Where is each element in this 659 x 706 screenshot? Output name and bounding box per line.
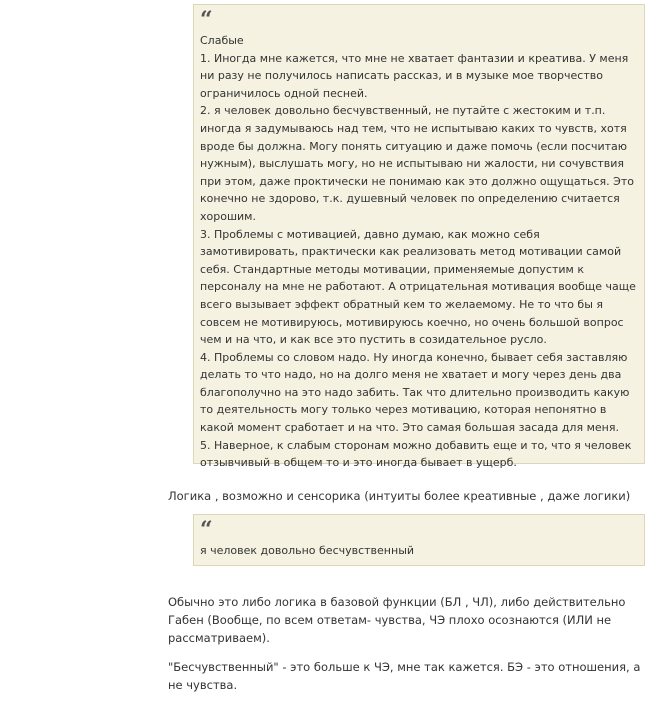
- reply-paragraph-2: "Бесчувственный" - это больше к ЧЭ, мне так кажется. БЭ - это отношения, а не чувства.: [168, 660, 641, 692]
- quote-paragraph-3: 3. Проблемы с мотивацией, давно думаю, как можно себя замотивировать, практически как реализовать метод мотивации самой себя. Стандартные методы мотивации, применяемые допустим к персоналу на мне не работают. А отрицательная мотивация вообще чаще всего вызывает эффект обратный кем то желаемому. Не то что бы я совсем не мотивируюсь, мотивируюсь коечно, но очень большой вопрос чем и на что, и как все это пустить в созидательное русло.: [200, 227, 636, 347]
- quote-title: Слабые: [200, 34, 244, 47]
- quote-text: я человек довольно бесчувственный: [200, 544, 415, 557]
- quote-paragraph-5: 5. Наверное, к слабым сторонам можно добавить еще и то, что я человек отзывчивый в общем то и это иногда бывает в ущерб.: [200, 438, 632, 470]
- quote-icon: “: [200, 7, 213, 33]
- quote-block-weaknesses: [193, 4, 645, 470]
- reply-paragraph-1: Обычно это либо логика в базовой функции (БЛ , ЧЛ), либо действительно Габен (Вообще, по всем ответам- чувства, ЧЭ плохо осознаются (ИЛИ не рассматриваем).: [168, 594, 626, 645]
- quote-paragraph-4: 4. Проблемы со словом надо. Ну иногда конечно, бывает себя заставляю делать то что надо, но на долго меня не хватает и могу через день два благополучно на это надо забить. Так что длительно производить какую то деятельность могу только через мотивацию, которая непонятно в какой момент сработает и на что. Это самая большая засада для меня.: [200, 350, 630, 435]
- reply-text-logic: [168, 487, 648, 505]
- quote-icon: “: [200, 517, 213, 543]
- quote-block-insensitive: [193, 514, 645, 566]
- reply-paragraph: Логика , возможно и сенсорика (интуиты более креативные , даже логики): [168, 489, 631, 503]
- quote-paragraph-2: 2. я человек довольно бесчувственный, не путайте с жестоким и т.п. иногда я задумываюсь над тем, что не испытываю каких то чувств, хотя вроде бы должна. Могу понять ситуацию и даже помочь (если посчитаю нужным), выслушать могу, но не испытываю ни жалости, ни сочувствия при этом, даже проктически не понимаю как это должно ощущаться. Это конечно не здорово, т.к. душевный человек по определению считается хорошим.: [200, 104, 634, 223]
- reply-text-analysis: [168, 581, 654, 706]
- quote-paragraph-1: 1. Иногда мне кажется, что мне не хватает фантазии и креатива. У меня ни разу не получилось написать рассказ, и в музыке мое творчество ограничилось одной песней.: [200, 51, 629, 100]
